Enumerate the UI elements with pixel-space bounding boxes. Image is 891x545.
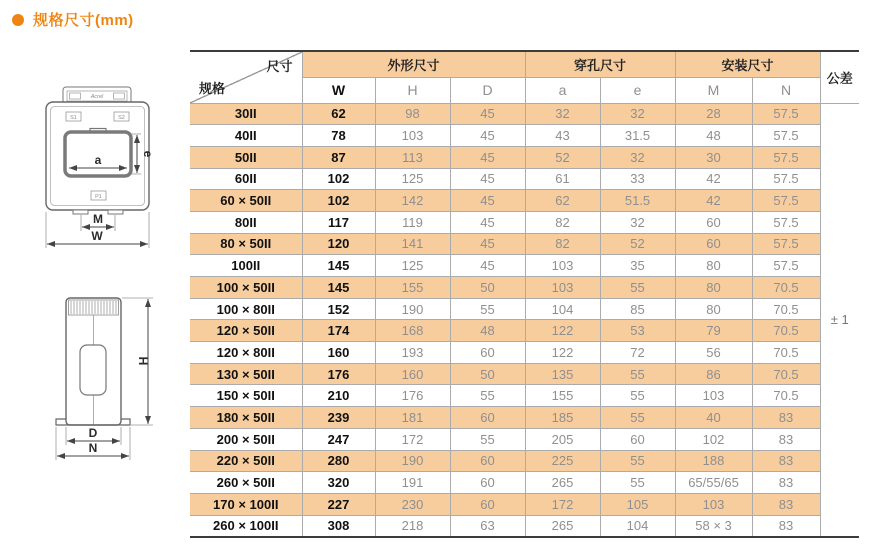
value-cell: 53 <box>600 320 675 342</box>
terminal-cover <box>69 300 119 315</box>
value-cell: 152 <box>302 298 375 320</box>
value-cell: 45 <box>450 168 525 190</box>
value-cell: 172 <box>375 428 450 450</box>
value-cell: 103 <box>675 385 752 407</box>
table-row <box>190 320 859 342</box>
value-cell: 104 <box>600 515 675 537</box>
value-cell: 103 <box>525 277 600 299</box>
tolerance-value-cell: ± 1 <box>820 103 859 537</box>
value-cell: 190 <box>375 450 450 472</box>
value-cell: 98 <box>375 103 450 125</box>
value-cell: 56 <box>675 342 752 364</box>
group-header-mounting: 安装尺寸 <box>675 51 820 77</box>
value-cell: 78 <box>302 125 375 147</box>
table-row <box>190 493 859 515</box>
value-cell: 48 <box>450 320 525 342</box>
value-cell: 122 <box>525 342 600 364</box>
value-cell: 60 <box>450 493 525 515</box>
value-cell: 86 <box>675 363 752 385</box>
value-cell: 32 <box>600 103 675 125</box>
value-cell: 103 <box>525 255 600 277</box>
value-cell: 57.5 <box>752 233 820 255</box>
table-row <box>190 125 859 147</box>
value-cell: 28 <box>675 103 752 125</box>
value-cell: 55 <box>450 298 525 320</box>
value-cell: 120 <box>302 233 375 255</box>
table-row <box>190 103 859 125</box>
value-cell: 320 <box>302 472 375 494</box>
spec-cell: 40II <box>190 125 302 147</box>
value-cell: 48 <box>675 125 752 147</box>
value-cell: 83 <box>752 515 820 537</box>
value-cell: 80 <box>675 255 752 277</box>
value-cell: 155 <box>525 385 600 407</box>
group-header-row <box>190 51 859 77</box>
section-title-text: 规格尺寸(mm) <box>33 12 134 29</box>
value-cell: 83 <box>752 450 820 472</box>
value-cell: 31.5 <box>600 125 675 147</box>
value-cell: 83 <box>752 493 820 515</box>
group-header-outline: 外形尺寸 <box>302 51 525 77</box>
value-cell: 176 <box>302 363 375 385</box>
value-cell: 190 <box>375 298 450 320</box>
value-cell: 83 <box>752 428 820 450</box>
value-cell: 43 <box>525 125 600 147</box>
value-cell: 83 <box>752 472 820 494</box>
col-header-h: H <box>375 77 450 103</box>
spec-cell: 60 × 50II <box>190 190 302 212</box>
value-cell: 135 <box>525 363 600 385</box>
spec-cell: 100 × 50II <box>190 277 302 299</box>
group-header-hole: 穿孔尺寸 <box>525 51 675 77</box>
value-cell: 32 <box>525 103 600 125</box>
value-cell: 80 <box>675 298 752 320</box>
value-cell: 113 <box>375 146 450 168</box>
value-cell: 117 <box>302 211 375 233</box>
value-cell: 45 <box>450 211 525 233</box>
value-cell: 105 <box>600 493 675 515</box>
value-cell: 60 <box>450 342 525 364</box>
terminal-s1-label: S1 <box>70 114 77 121</box>
value-cell: 70.5 <box>752 277 820 299</box>
value-cell: 65/55/65 <box>675 472 752 494</box>
spec-cell: 130 × 50II <box>190 363 302 385</box>
col-header-n: N <box>752 77 820 103</box>
value-cell: 145 <box>302 255 375 277</box>
value-cell: 57.5 <box>752 190 820 212</box>
value-cell: 102 <box>302 168 375 190</box>
value-cell: 60 <box>675 211 752 233</box>
value-cell: 45 <box>450 146 525 168</box>
value-cell: 33 <box>600 168 675 190</box>
value-cell: 62 <box>302 103 375 125</box>
table-row <box>190 255 859 277</box>
value-cell: 185 <box>525 407 600 429</box>
table-row <box>190 277 859 299</box>
value-cell: 191 <box>375 472 450 494</box>
table-row <box>190 190 859 212</box>
value-cell: 62 <box>525 190 600 212</box>
value-cell: 247 <box>302 428 375 450</box>
value-cell: 55 <box>600 277 675 299</box>
spec-cell: 200 × 50II <box>190 428 302 450</box>
value-cell: 125 <box>375 255 450 277</box>
col-header-a: a <box>525 77 600 103</box>
spec-cell: 180 × 50II <box>190 407 302 429</box>
table-row <box>190 428 859 450</box>
corner-label-spec: 规格 <box>199 80 226 96</box>
value-cell: 122 <box>525 320 600 342</box>
value-cell: 51.5 <box>600 190 675 212</box>
value-cell: 79 <box>675 320 752 342</box>
value-cell: 40 <box>675 407 752 429</box>
spec-cell: 150 × 50II <box>190 385 302 407</box>
value-cell: 52 <box>525 146 600 168</box>
table-row <box>190 342 859 364</box>
spec-cell: 80II <box>190 211 302 233</box>
value-cell: 70.5 <box>752 385 820 407</box>
value-cell: 280 <box>302 450 375 472</box>
value-cell: 160 <box>302 342 375 364</box>
col-header-m: M <box>675 77 752 103</box>
value-cell: 85 <box>600 298 675 320</box>
spec-cell: 50II <box>190 146 302 168</box>
spec-cell: 100 × 80II <box>190 298 302 320</box>
value-cell: 83 <box>752 407 820 429</box>
value-cell: 87 <box>302 146 375 168</box>
value-cell: 60 <box>675 233 752 255</box>
value-cell: 210 <box>302 385 375 407</box>
value-cell: 55 <box>450 428 525 450</box>
value-cell: 55 <box>600 407 675 429</box>
value-cell: 265 <box>525 515 600 537</box>
value-cell: 160 <box>375 363 450 385</box>
value-cell: 63 <box>450 515 525 537</box>
table-row <box>190 146 859 168</box>
side-plate <box>80 345 106 395</box>
value-cell: 32 <box>600 211 675 233</box>
table-row <box>190 233 859 255</box>
dim-e-label: e <box>141 150 155 158</box>
value-cell: 181 <box>375 407 450 429</box>
dim-h-label: H <box>136 356 150 366</box>
spec-cell: 60II <box>190 168 302 190</box>
dim-a-label: a <box>94 153 102 167</box>
bullet-icon <box>12 14 24 26</box>
value-cell: 70.5 <box>752 320 820 342</box>
spec-cell: 170 × 100II <box>190 493 302 515</box>
spec-cell: 80 × 50II <box>190 233 302 255</box>
value-cell: 42 <box>675 190 752 212</box>
value-cell: 55 <box>600 472 675 494</box>
value-cell: 57.5 <box>752 125 820 147</box>
value-cell: 57.5 <box>752 103 820 125</box>
value-cell: 168 <box>375 320 450 342</box>
value-cell: 176 <box>375 385 450 407</box>
value-cell: 239 <box>302 407 375 429</box>
value-cell: 230 <box>375 493 450 515</box>
value-cell: 45 <box>450 190 525 212</box>
terminal-p1-label: P1 <box>95 193 102 200</box>
side-view-diagram <box>38 283 168 483</box>
table-row <box>190 298 859 320</box>
value-cell: 50 <box>450 363 525 385</box>
value-cell: 45 <box>450 103 525 125</box>
value-cell: 125 <box>375 168 450 190</box>
value-cell: 308 <box>302 515 375 537</box>
col-header-e: e <box>600 77 675 103</box>
value-cell: 103 <box>675 493 752 515</box>
value-cell: 45 <box>450 255 525 277</box>
table-row <box>190 450 859 472</box>
value-cell: 119 <box>375 211 450 233</box>
front-view-diagram <box>38 84 178 259</box>
value-cell: 45 <box>450 233 525 255</box>
value-cell: 60 <box>450 407 525 429</box>
value-cell: 60 <box>600 428 675 450</box>
spec-cell: 120 × 50II <box>190 320 302 342</box>
dim-n-label: N <box>88 441 98 455</box>
value-cell: 104 <box>525 298 600 320</box>
corner-cell <box>190 51 302 103</box>
value-cell: 102 <box>675 428 752 450</box>
value-cell: 102 <box>302 190 375 212</box>
section-title <box>12 9 134 30</box>
col-header-d: D <box>450 77 525 103</box>
value-cell: 188 <box>675 450 752 472</box>
value-cell: 82 <box>525 233 600 255</box>
table-row <box>190 211 859 233</box>
spec-cell: 220 × 50II <box>190 450 302 472</box>
spec-cell: 100II <box>190 255 302 277</box>
value-cell: 70.5 <box>752 298 820 320</box>
value-cell: 142 <box>375 190 450 212</box>
dim-m-label: M <box>93 212 103 226</box>
terminal-s2-label: S2 <box>118 114 125 121</box>
value-cell: 227 <box>302 493 375 515</box>
value-cell: 70.5 <box>752 342 820 364</box>
value-cell: 55 <box>600 363 675 385</box>
value-cell: 55 <box>450 385 525 407</box>
value-cell: 42 <box>675 168 752 190</box>
value-cell: 58 × 3 <box>675 515 752 537</box>
spec-table <box>190 50 859 538</box>
value-cell: 35 <box>600 255 675 277</box>
value-cell: 45 <box>450 125 525 147</box>
value-cell: 55 <box>600 385 675 407</box>
value-cell: 103 <box>375 125 450 147</box>
table-row <box>190 472 859 494</box>
value-cell: 82 <box>525 211 600 233</box>
dim-d-label: D <box>88 426 98 440</box>
value-cell: 80 <box>675 277 752 299</box>
value-cell: 52 <box>600 233 675 255</box>
value-cell: 57.5 <box>752 255 820 277</box>
corner-label-size: 尺寸 <box>266 59 293 74</box>
tolerance-header: 公差 <box>820 51 859 103</box>
value-cell: 57.5 <box>752 146 820 168</box>
value-cell: 50 <box>450 277 525 299</box>
value-cell: 145 <box>302 277 375 299</box>
table-row <box>190 407 859 429</box>
spec-cell: 260 × 50II <box>190 472 302 494</box>
value-cell: 225 <box>525 450 600 472</box>
value-cell: 218 <box>375 515 450 537</box>
value-cell: 70.5 <box>752 363 820 385</box>
col-header-w: W <box>302 77 375 103</box>
value-cell: 72 <box>600 342 675 364</box>
value-cell: 60 <box>450 450 525 472</box>
value-cell: 174 <box>302 320 375 342</box>
value-cell: 205 <box>525 428 600 450</box>
value-cell: 32 <box>600 146 675 168</box>
value-cell: 60 <box>450 472 525 494</box>
table-row <box>190 363 859 385</box>
value-cell: 193 <box>375 342 450 364</box>
value-cell: 172 <box>525 493 600 515</box>
value-cell: 30 <box>675 146 752 168</box>
value-cell: 265 <box>525 472 600 494</box>
table-row <box>190 515 859 537</box>
spec-cell: 260 × 100II <box>190 515 302 537</box>
spec-cell: 30II <box>190 103 302 125</box>
value-cell: 155 <box>375 277 450 299</box>
brand-logo-text: Acrel <box>90 94 104 101</box>
spec-cell: 120 × 80II <box>190 342 302 364</box>
dim-w-label: W <box>91 229 103 243</box>
value-cell: 141 <box>375 233 450 255</box>
value-cell: 57.5 <box>752 211 820 233</box>
table-row <box>190 168 859 190</box>
table-row <box>190 385 859 407</box>
value-cell: 57.5 <box>752 168 820 190</box>
value-cell: 55 <box>600 450 675 472</box>
value-cell: 61 <box>525 168 600 190</box>
